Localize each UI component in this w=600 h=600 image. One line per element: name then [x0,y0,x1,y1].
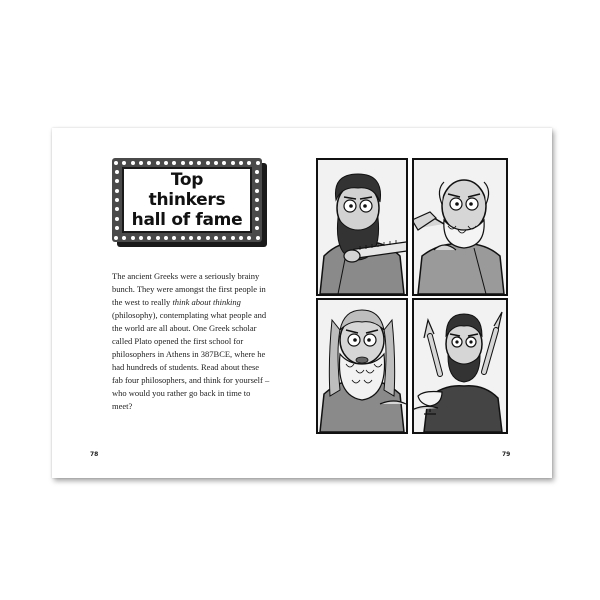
title-banner [112,158,262,242]
body-text-end: (philosophy), contemplating what people and the world are all about. One Greek scholar called Plato opened the first school for philosophers in Athens in 387BCE, where he had hundreds of students. Read about these fab four philosophers, and think for yourself – who would you rather go back in time to meet? [112,310,270,411]
philosopher-long-hair-drawing [318,300,406,432]
philosopher-ruler-drawing [318,160,406,294]
body-emphasis: think about thinking [172,297,241,307]
marquee-lights-top [112,158,262,167]
philosopher-cup-drawing [414,300,506,432]
page-title [122,167,252,233]
marquee-lights-bottom [112,233,262,242]
philosopher-bald-drawing [414,160,506,294]
body-paragraph [112,270,272,413]
panel-philosopher-with-ruler [316,158,408,296]
book-spread [52,128,552,478]
panel-philosopher-long-hair [316,298,408,434]
page-number-left: 78 [90,451,99,458]
title-line-2: thinkers [148,190,226,210]
body-text-start: The ancient Greeks were a seriously brainy bunch. They were amongst the first people in the west to really [112,271,266,307]
marquee-lights-left [112,167,122,233]
page-number-right: 79 [502,451,511,458]
panel-philosopher-bald-pointing [412,158,508,296]
marquee-lights-right [252,167,262,233]
title-line-1: Top [170,170,204,190]
title-line-3: hall of fame [131,210,243,230]
comic-illustration [316,158,506,430]
panel-philosopher-with-cup [412,298,508,434]
